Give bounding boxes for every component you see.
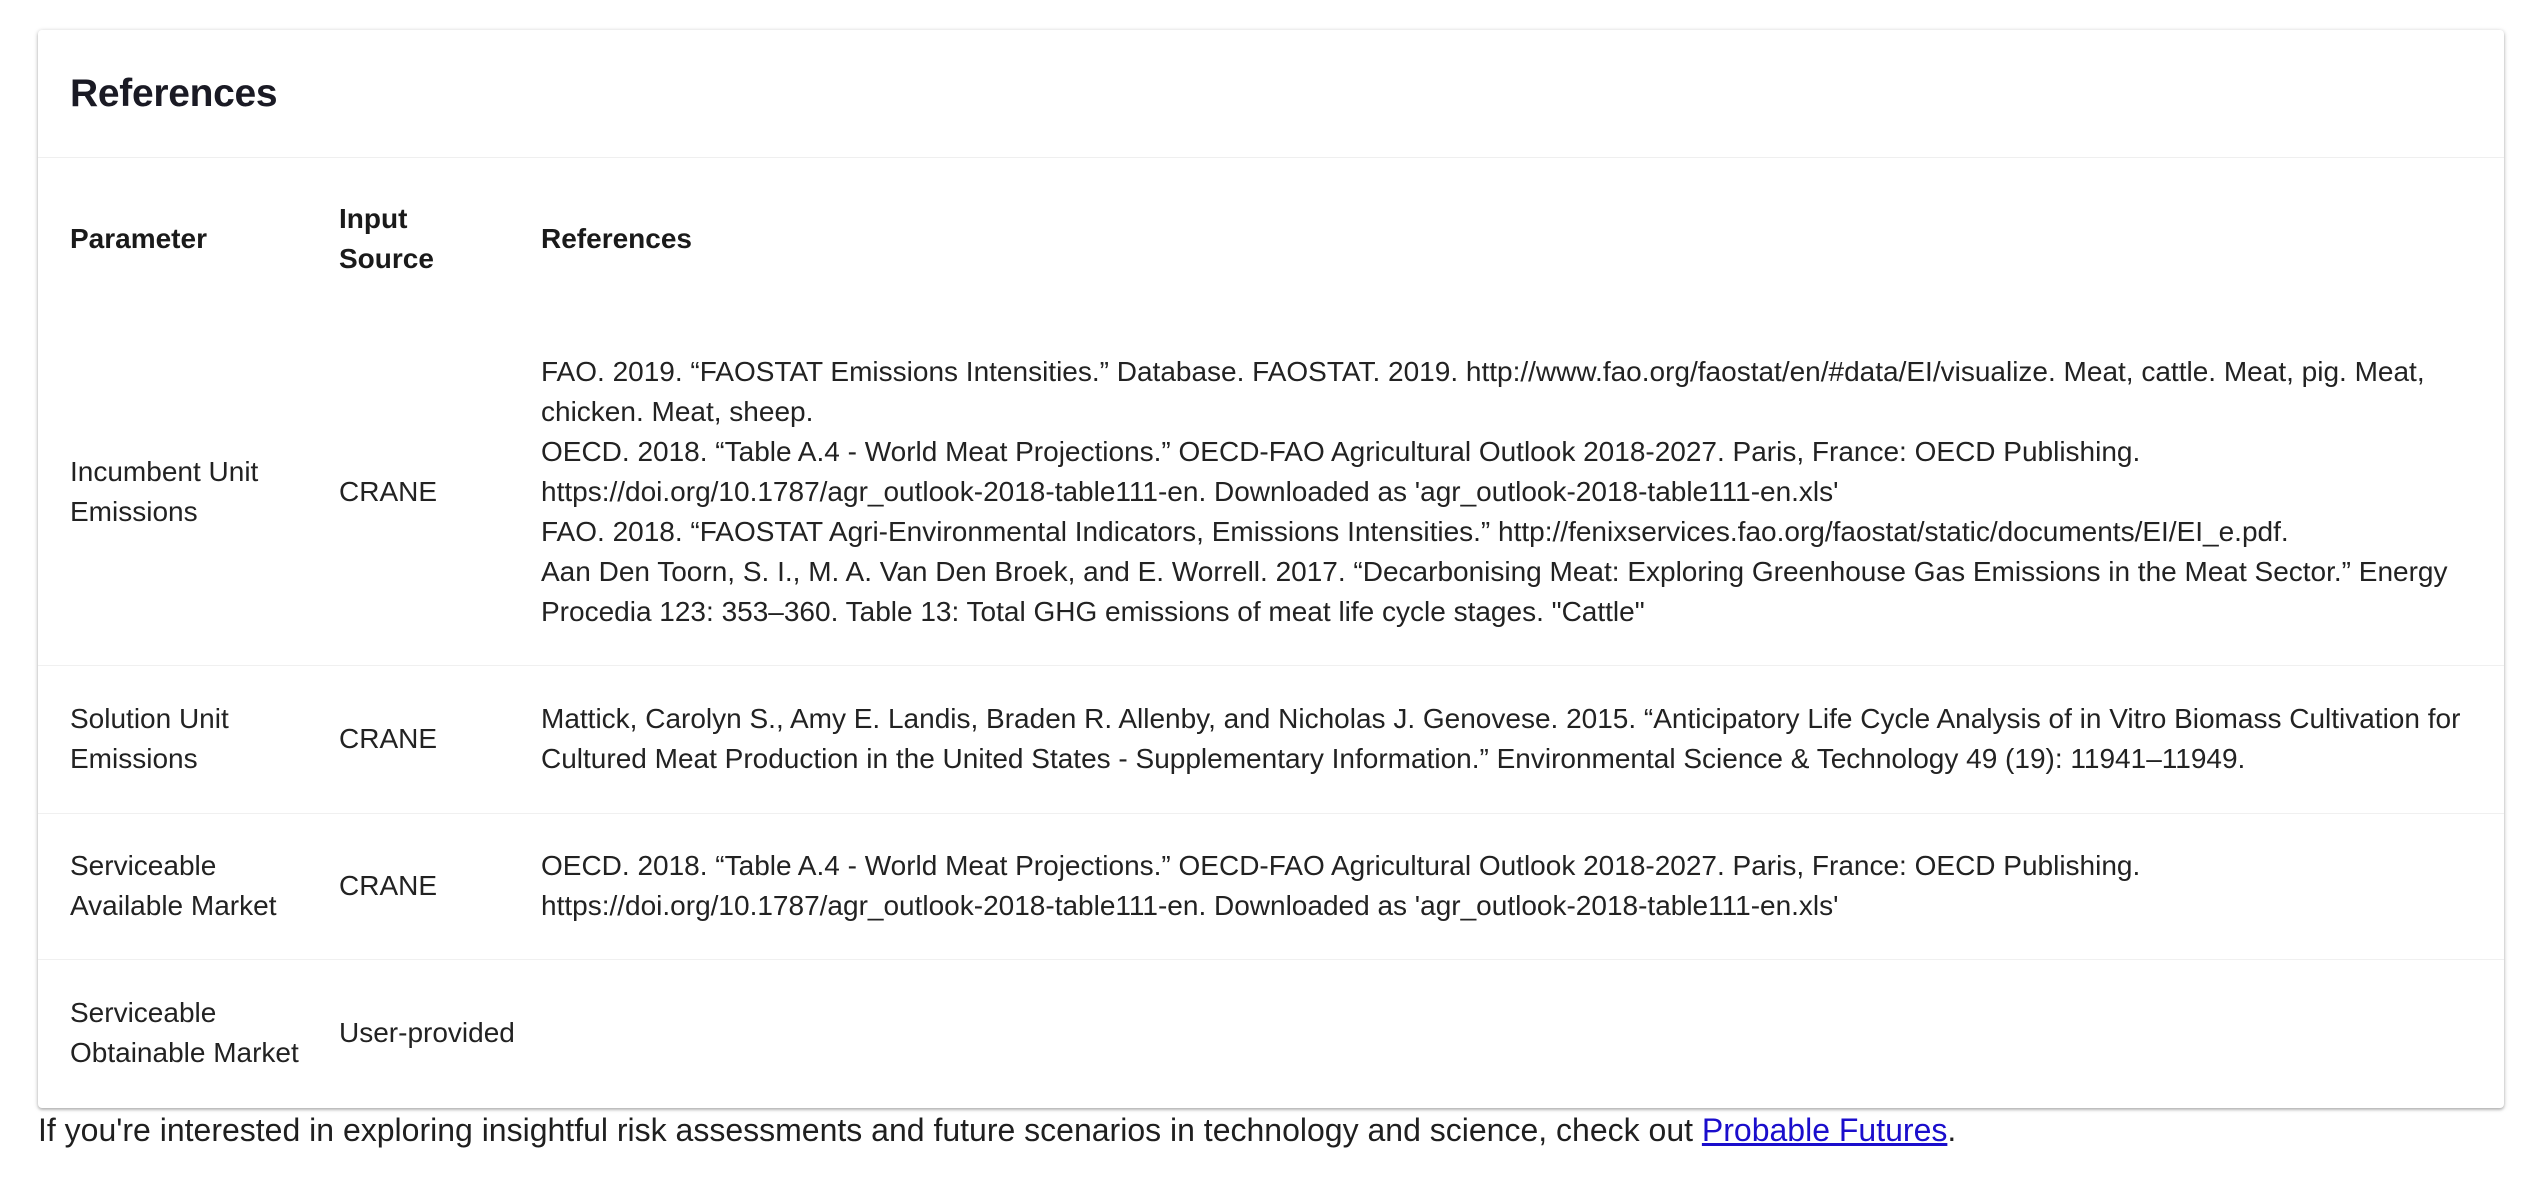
reference-entry: Aan Den Toorn, S. I., M. A. Van Den Broek, and E. Worrell. 2017. “Decarbonising Meat: Exploring Greenhouse Gas Emissions in the Meat Sector.” Energy Procedia 123: 353–360. Table 13: Total GHG emissions of meat life cycle stages. "Cattle" bbox=[541, 556, 2448, 628]
table-header-row bbox=[38, 158, 2504, 320]
table-row bbox=[38, 665, 2504, 813]
cell-references bbox=[541, 665, 2504, 813]
probable-futures-link[interactable]: Probable Futures bbox=[1701, 1112, 1948, 1148]
card-header bbox=[38, 30, 2504, 158]
header-input-source-line1: Input bbox=[339, 203, 408, 234]
footer-text: If you're interested in exploring insightful risk assessments and future scenarios in technology and science, check out bbox=[38, 1112, 1702, 1148]
cell-input-source: CRANE bbox=[339, 723, 438, 754]
reference-entry: Mattick, Carolyn S., Amy E. Landis, Braden R. Allenby, and Nicholas J. Genovese. 2015. “Anticipatory Life Cycle Analysis of in Vitro Biomass Cultivation for Cultured Meat Production in the United States - Supplementary Information.” Environmental Science & Technology 49 (19): 11941–11949. bbox=[541, 703, 2461, 774]
reference-entry: OECD. 2018. “Table A.4 - World Meat Projections.” OECD-FAO Agricultural Outlook 2018-2027. Paris, France: OECD Publishing. https://doi.org/10.1787/agr_outlook-2018-table111-en. Downloaded as 'agr_outlook-2018-table111-en.xls' bbox=[541, 850, 2141, 921]
footer-text-end: . bbox=[1947, 1112, 1957, 1148]
header-references: References bbox=[541, 223, 692, 254]
cell-parameter: Solution Unit Emissions bbox=[70, 703, 229, 774]
cell-parameter: Serviceable Obtainable Market bbox=[70, 997, 299, 1069]
footer-note bbox=[38, 1110, 1956, 1150]
header-input-source-line2: Source bbox=[339, 243, 434, 274]
table-row bbox=[38, 813, 2504, 959]
header-parameter: Parameter bbox=[70, 223, 207, 254]
cell-parameter: Serviceable Available Market bbox=[70, 850, 277, 921]
cell-input-source: CRANE bbox=[339, 476, 438, 508]
reference-entry: OECD. 2018. “Table A.4 - World Meat Projections.” OECD-FAO Agricultural Outlook 2018-2027. Paris, France: OECD Publishing. https://doi.org/10.1787/agr_outlook-2018-table111-en. Downloaded as 'agr_outlook-2018-table111-en.xls' bbox=[541, 436, 2141, 508]
cell-references bbox=[541, 813, 2504, 959]
cell-input-source: CRANE bbox=[339, 870, 438, 901]
reference-entry: FAO. 2019. “FAOSTAT Emissions Intensities.” Database. FAOSTAT. 2019. http://www.fao.org/faostat/en/#data/EI/visualize. Meat, cattle. Meat, pig. Meat, chicken. Meat, sheep. bbox=[541, 356, 2425, 428]
cell-parameter: Incumbent Unit Emissions bbox=[70, 456, 259, 528]
cell-input-source: User-provided bbox=[339, 1017, 515, 1049]
header-input-source bbox=[339, 158, 541, 320]
card-title: References bbox=[70, 71, 278, 115]
cell-references bbox=[541, 959, 2504, 1107]
table-row bbox=[38, 320, 2504, 665]
cell-references bbox=[541, 320, 2504, 665]
references-table bbox=[38, 158, 2504, 1107]
table-row bbox=[38, 959, 2504, 1107]
reference-entry: FAO. 2018. “FAOSTAT Agri-Environmental Indicators, Emissions Intensities.” http://fenixservices.fao.org/faostat/static/documents/EI/EI_e.pdf. bbox=[541, 516, 2289, 548]
references-card bbox=[38, 30, 2504, 1108]
